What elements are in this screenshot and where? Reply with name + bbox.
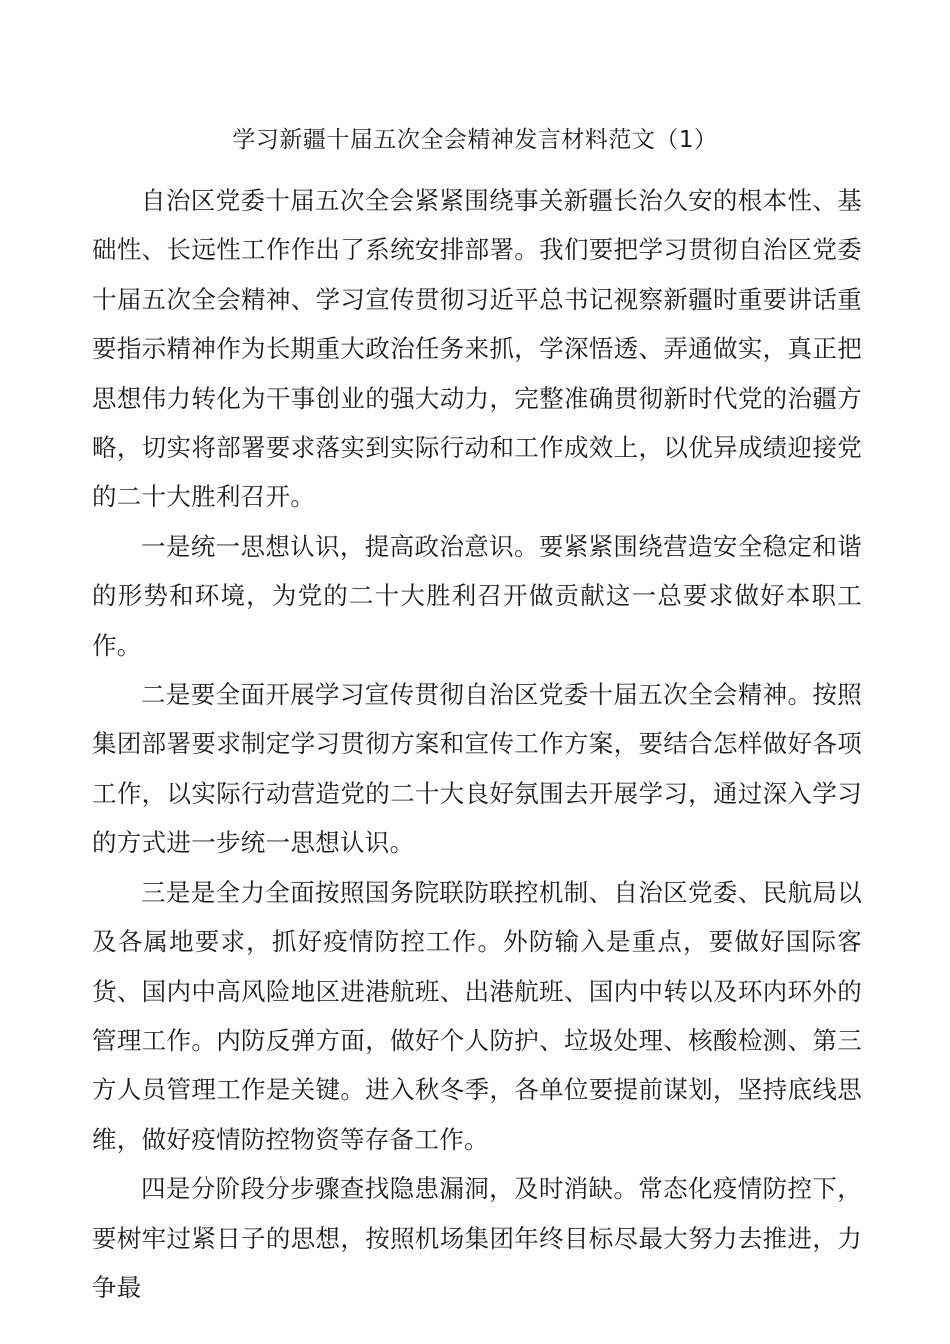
document-body <box>92 176 862 1312</box>
paragraph-intro: 自治区党委十届五次全会紧紧围绕事关新疆长治久安的根本性、基础性、长远性工作作出了系统安排部署。我们要把学习贯彻自治区党委十届五次全会精神、学习宣传贯彻习近平总书记视察新疆时重要讲话重要指示精神作为长期重大政治任务来抓，学深悟透、弄通做实，真正把思想伟力转化为干事创业的强大动力，完整准确贯彻新时代党的治疆方略，切实将部署要求落实到实际行动和工作成效上，以优异成绩迎接党的二十大胜利召开。 <box>92 186 862 512</box>
paragraph-point-1: 一是统一思想认识，提高政治意识。要紧紧围绕营造安全稳定和谐的形势和环境，为党的二十大胜利召开做贡献这一总要求做好本职工作。 <box>92 531 862 660</box>
document-title: 学习新疆十届五次全会精神发言材料范文（1） <box>232 127 718 153</box>
paragraph-point-4: 四是分阶段分步骤查找隐患漏洞，及时消缺。常态化疫情防控下，要树牢过紧日子的思想，按照机场集团年终目标尽最大努力去推进，力争最 <box>92 1174 862 1302</box>
paragraph-point-3: 三是是全力全面按照国务院联防联控机制、自治区党委、民航局以及各属地要求，抓好疫情防控工作。外防输入是重点，要做好国际客货、国内中高风险地区进港航班、出港航班、国内中转以及环内环外的管理工作。内防反弹方面，做好个人防护、垃圾处理、核酸检测、第三方人员管理工作是关键。进入秋冬季，各单位要提前谋划，坚持底线思维，做好疫情防控物资等存备工作。 <box>92 877 862 1154</box>
paragraph-point-2: 二是要全面开展学习宣传贯彻自治区党委十届五次全会精神。按照集团部署要求制定学习贯彻方案和宣传工作方案，要结合怎样做好各项工作，以实际行动营造党的二十大良好氛围去开展学习，通过深入学习的方式进一步统一思想认识。 <box>92 680 862 858</box>
